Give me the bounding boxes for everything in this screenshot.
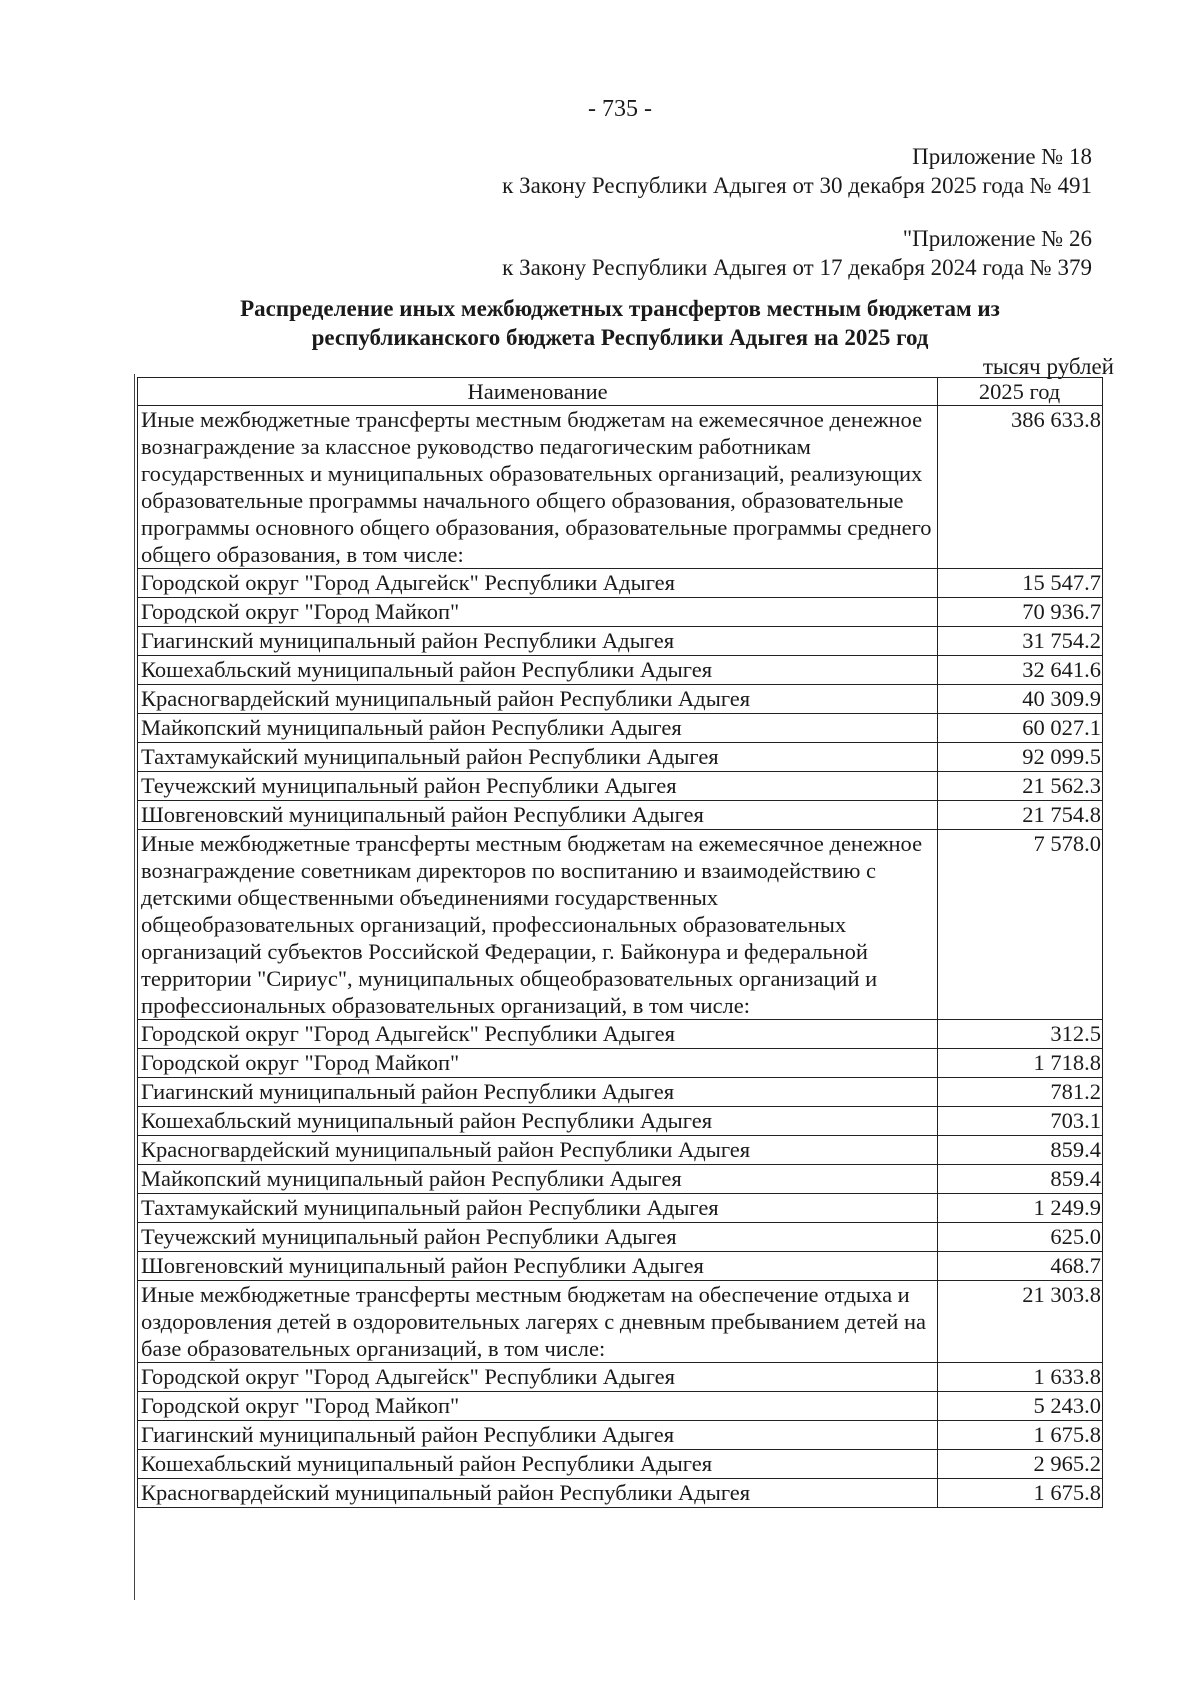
row-name: Майкопский муниципальный район Республики Адыгея [138,1165,938,1194]
table-row [138,1165,1103,1194]
table-row [138,406,1103,569]
row-name: Теучежский муниципальный район Республики Адыгея [138,1223,938,1252]
row-value: 92 099.5 [938,743,1103,772]
row-value: 31 754.2 [938,627,1103,656]
row-value: 781.2 [938,1078,1103,1107]
allocation-table [137,377,1103,1508]
table-row [138,772,1103,801]
row-name: Тахтамукайский муниципальный район Республики Адыгея [138,1194,938,1223]
row-value: 60 027.1 [938,714,1103,743]
row-value: 15 547.7 [938,569,1103,598]
row-name: Кошехабльский муниципальный район Республики Адыгея [138,1107,938,1136]
table-row [138,1194,1103,1223]
row-value: 1 675.8 [938,1421,1103,1450]
table-row [138,1252,1103,1281]
row-name: Городской округ "Город Адыгейск" Республики Адыгея [138,1020,938,1049]
row-value: 625.0 [938,1223,1103,1252]
table-row [138,1136,1103,1165]
document-title [0,294,1200,352]
row-value: 2 965.2 [938,1450,1103,1479]
row-value: 468.7 [938,1252,1103,1281]
table-row [138,1281,1103,1363]
appendix-original-line1: "Приложение № 26 [902,226,1092,251]
document-title-line1: Распределение иных межбюджетных трансфертов местным бюджетам из [240,296,1000,321]
table-row [138,569,1103,598]
row-value: 859.4 [938,1136,1103,1165]
row-name: Красногвардейский муниципальный район Республики Адыгея [138,685,938,714]
table-row [138,656,1103,685]
table-body [138,406,1103,1508]
units-label: тысяч рублей [982,354,1114,379]
row-value: 21 754.8 [938,801,1103,830]
row-name: Городской округ "Город Майкоп" [138,598,938,627]
table-row [138,685,1103,714]
appendix-current-line1: Приложение № 18 [912,144,1092,169]
page-number: - 735 - [588,96,652,122]
row-value: 859.4 [938,1165,1103,1194]
table-header-row [138,378,1103,406]
table-row [138,1223,1103,1252]
row-name: Городской округ "Город Майкоп" [138,1392,938,1421]
appendix-current [502,142,1092,200]
row-value: 21 303.8 [938,1281,1103,1363]
row-name: Иные межбюджетные трансферты местным бюджетам на ежемесячное денежное вознаграждение советникам директоров по воспитанию и взаимодействию с детскими общественными объединениями государственных общеобразовательных организаций, профессиональных образовательных организаций субъектов Российской Федерации, г. Байконура и федеральной территории "Сириус", муниципальных общеобразовательных организаций и профессиональных образовательных организаций, в том числе: [138,830,938,1020]
row-name: Гиагинский муниципальный район Республики Адыгея [138,627,938,656]
header-name: Наименование [138,378,938,406]
row-name: Городской округ "Город Адыгейск" Республики Адыгея [138,569,938,598]
table-row [138,801,1103,830]
row-name: Шовгеновский муниципальный район Республики Адыгея [138,801,938,830]
table-row [138,598,1103,627]
row-value: 312.5 [938,1020,1103,1049]
appendix-original [502,224,1092,282]
table-row [138,1450,1103,1479]
row-value: 70 936.7 [938,598,1103,627]
row-name: Кошехабльский муниципальный район Республики Адыгея [138,656,938,685]
row-value: 1 718.8 [938,1049,1103,1078]
row-value: 32 641.6 [938,656,1103,685]
table-row [138,1020,1103,1049]
table-row [138,830,1103,1020]
row-value: 1 633.8 [938,1363,1103,1392]
table-row [138,743,1103,772]
row-name: Гиагинский муниципальный район Республики Адыгея [138,1078,938,1107]
row-name: Иные межбюджетные трансферты местным бюджетам на ежемесячное денежное вознаграждение за классное руководство педагогическим работникам государственных и муниципальных образовательных организаций, реализующих образовательные программы начального общего образования, образовательные программы основного общего образования, образовательные программы среднего общего образования, в том числе: [138,406,938,569]
table-row [138,1421,1103,1450]
row-value: 7 578.0 [938,830,1103,1020]
table-row [138,1479,1103,1508]
row-name: Тахтамукайский муниципальный район Республики Адыгея [138,743,938,772]
table-row [138,1392,1103,1421]
row-name: Майкопский муниципальный район Республики Адыгея [138,714,938,743]
table-row [138,627,1103,656]
row-name: Городской округ "Город Адыгейск" Республики Адыгея [138,1363,938,1392]
appendix-current-line2: к Закону Республики Адыгея от 30 декабря 2025 года № 491 [502,173,1092,198]
row-name: Красногвардейский муниципальный район Республики Адыгея [138,1479,938,1508]
table-row [138,1363,1103,1392]
appendix-original-line2: к Закону Республики Адыгея от 17 декабря 2024 года № 379 [502,255,1092,280]
table-row [138,1049,1103,1078]
row-name: Гиагинский муниципальный район Республики Адыгея [138,1421,938,1450]
row-value: 40 309.9 [938,685,1103,714]
table-row [138,714,1103,743]
document-title-line2: республиканского бюджета Республики Адыгея на 2025 год [311,325,929,350]
table-row [138,1107,1103,1136]
header-year: 2025 год [938,378,1103,406]
row-value: 703.1 [938,1107,1103,1136]
row-name: Красногвардейский муниципальный район Республики Адыгея [138,1136,938,1165]
row-name: Иные межбюджетные трансферты местным бюджетам на обеспечение отдыха и оздоровления детей в оздоровительных лагерях с дневным пребыванием детей на базе образовательных организаций, в том числе: [138,1281,938,1363]
row-value: 386 633.8 [938,406,1103,569]
row-name: Городской округ "Город Майкоп" [138,1049,938,1078]
row-name: Теучежский муниципальный район Республики Адыгея [138,772,938,801]
row-value: 1 249.9 [938,1194,1103,1223]
table-row [138,1078,1103,1107]
row-value: 21 562.3 [938,772,1103,801]
row-value: 1 675.8 [938,1479,1103,1508]
row-name: Шовгеновский муниципальный район Республики Адыгея [138,1252,938,1281]
row-value: 5 243.0 [938,1392,1103,1421]
row-name: Кошехабльский муниципальный район Республики Адыгея [138,1450,938,1479]
